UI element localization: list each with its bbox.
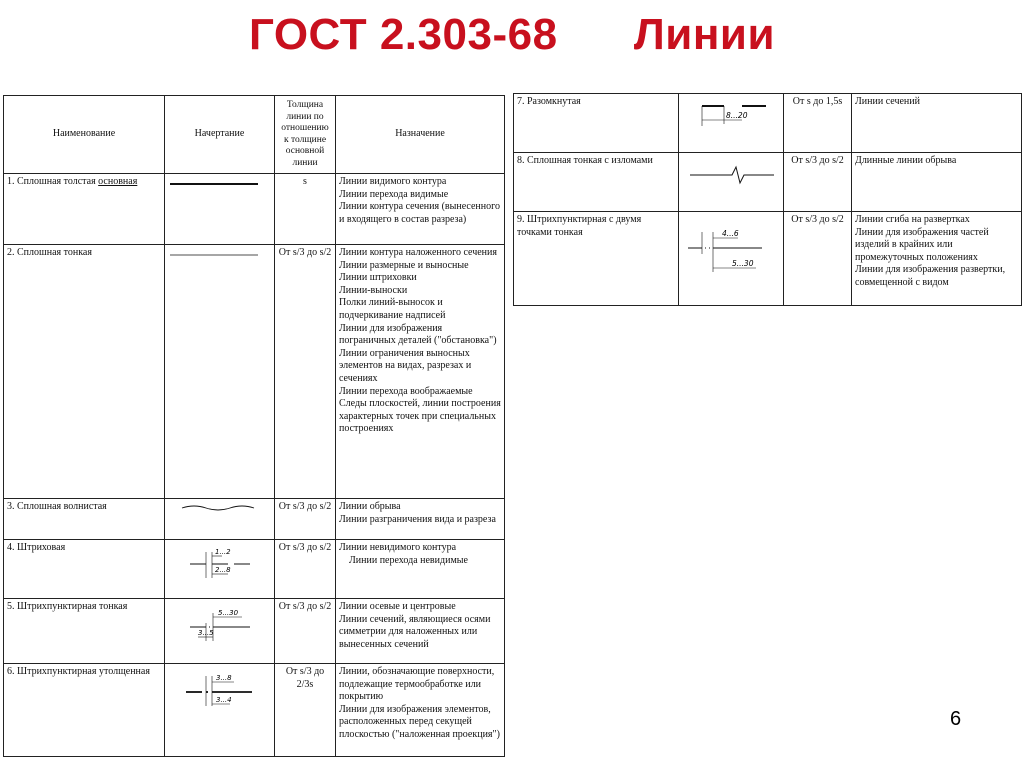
dim-label: 8...20 — [726, 111, 748, 120]
line-types-table-right — [513, 93, 1022, 306]
row-thickness: От s до 1,5s — [784, 94, 852, 153]
page-title — [0, 10, 1024, 60]
row-thickness: От s/3 до s/2 — [275, 245, 336, 499]
line-sample-dash-dot-thin — [165, 599, 275, 664]
row-name: 5. Штрихпунктирная тонкая — [4, 599, 165, 664]
row-purpose: Линии контура наложенного сечения Линии размерные и выносные Линии штриховки Линии-выноски Полки линий-выносок и подчеркивание надписей Линии для изображения пограничных деталей ("обстановка") Линии ограничения выносных элементов на видах, разрезах и сечениях Линии перехода воображаемые Следы плоскостей, линии построения характерных точек при специальных построениях — [336, 245, 505, 499]
dim-label-top: 3...8 — [216, 674, 232, 682]
row-thickness: От s/3 до s/2 — [275, 499, 336, 540]
row-name: 7. Разомкнутая — [514, 94, 679, 153]
table-row — [514, 153, 1022, 212]
row-thickness: От s/3 до s/2 — [784, 212, 852, 306]
row-thickness: От s/3 до 2/3s — [275, 664, 336, 757]
table-row — [4, 599, 505, 664]
row-name: 1. Сплошная толстая основная — [4, 174, 165, 245]
title-standard: ГОСТ 2.303-68 — [248, 10, 558, 59]
header-drawing: Начертание — [165, 96, 275, 174]
table-row — [4, 499, 505, 540]
row-thickness: От s/3 до s/2 — [784, 153, 852, 212]
row-purpose: Линии, обозначающие поверхности, подлежащие термообработке или покрытию Линии для изображения элементов, расположенных перед секущей плоскостью ("наложенная проекция") — [336, 664, 505, 757]
row-thickness: От s/3 до s/2 — [275, 540, 336, 599]
table-row — [4, 664, 505, 757]
row-name: 3. Сплошная волнистая — [4, 499, 165, 540]
dim-label-top: 5...30 — [218, 609, 239, 617]
line-sample-dashed — [165, 540, 275, 599]
row-thickness: От s/3 до s/2 — [275, 599, 336, 664]
line-sample-solid-thick — [165, 174, 275, 245]
row-purpose: Линии невидимого контура Линии перехода невидимые — [336, 540, 505, 599]
line-sample-solid-thin — [165, 245, 275, 499]
row-purpose: Длинные линии обрыва — [852, 153, 1022, 212]
dim-label-bottom: 3...4 — [216, 696, 232, 704]
row-purpose: Линии обрыва Линии разграничения вида и разреза — [336, 499, 505, 540]
row-purpose: Линии осевые и центровые Линии сечений, являющиеся осями симметрии для наложенных или вынесенных сечений — [336, 599, 505, 664]
page-number: 6 — [950, 708, 962, 730]
header-purpose: Назначение — [336, 96, 505, 174]
row-purpose: Линии сгиба на развертках Линии для изображения частей изделий в крайних или промежуточных положениях Линии для изображения развертки, совмещенной с видом — [852, 212, 1022, 306]
row-name: 8. Сплошная тонкая с изломами — [514, 153, 679, 212]
table-row — [4, 174, 505, 245]
line-sample-zigzag — [679, 153, 784, 212]
row-name: 2. Сплошная тонкая — [4, 245, 165, 499]
row-name: 6. Штрихпунктирная утолщенная — [4, 664, 165, 757]
table-row — [4, 540, 505, 599]
dim-label-bottom: 5...30 — [732, 259, 754, 268]
header-thickness: Толщина линии по отношению к толщине основной линии — [275, 96, 336, 174]
table-row — [514, 212, 1022, 306]
header-name: Наименование — [4, 96, 165, 174]
table-row — [514, 94, 1022, 153]
dim-label-top: 4...6 — [722, 229, 739, 238]
row-purpose: Линии сечений — [852, 94, 1022, 153]
dim-label-bottom: 2...8 — [215, 566, 231, 574]
dim-label-top: 1...2 — [215, 548, 231, 556]
line-sample-dash-two-dots — [679, 212, 784, 306]
line-sample-open — [679, 94, 784, 153]
title-subject: Линии — [633, 10, 776, 59]
row-name: 9. Штрихпунктирная с двумя точками тонкая — [514, 212, 679, 306]
table-header-row — [4, 96, 505, 174]
row-purpose: Линии видимого контура Линии перехода видимые Линии контура сечения (вынесенного и входящего в состав разреза) — [336, 174, 505, 245]
row-thickness: s — [275, 174, 336, 245]
dim-label-bottom: 3...5 — [198, 629, 214, 637]
line-types-table-left — [3, 95, 505, 757]
row-name: 4. Штриховая — [4, 540, 165, 599]
line-sample-dash-dot-thick — [165, 664, 275, 757]
table-row — [4, 245, 505, 499]
line-sample-wavy — [165, 499, 275, 540]
